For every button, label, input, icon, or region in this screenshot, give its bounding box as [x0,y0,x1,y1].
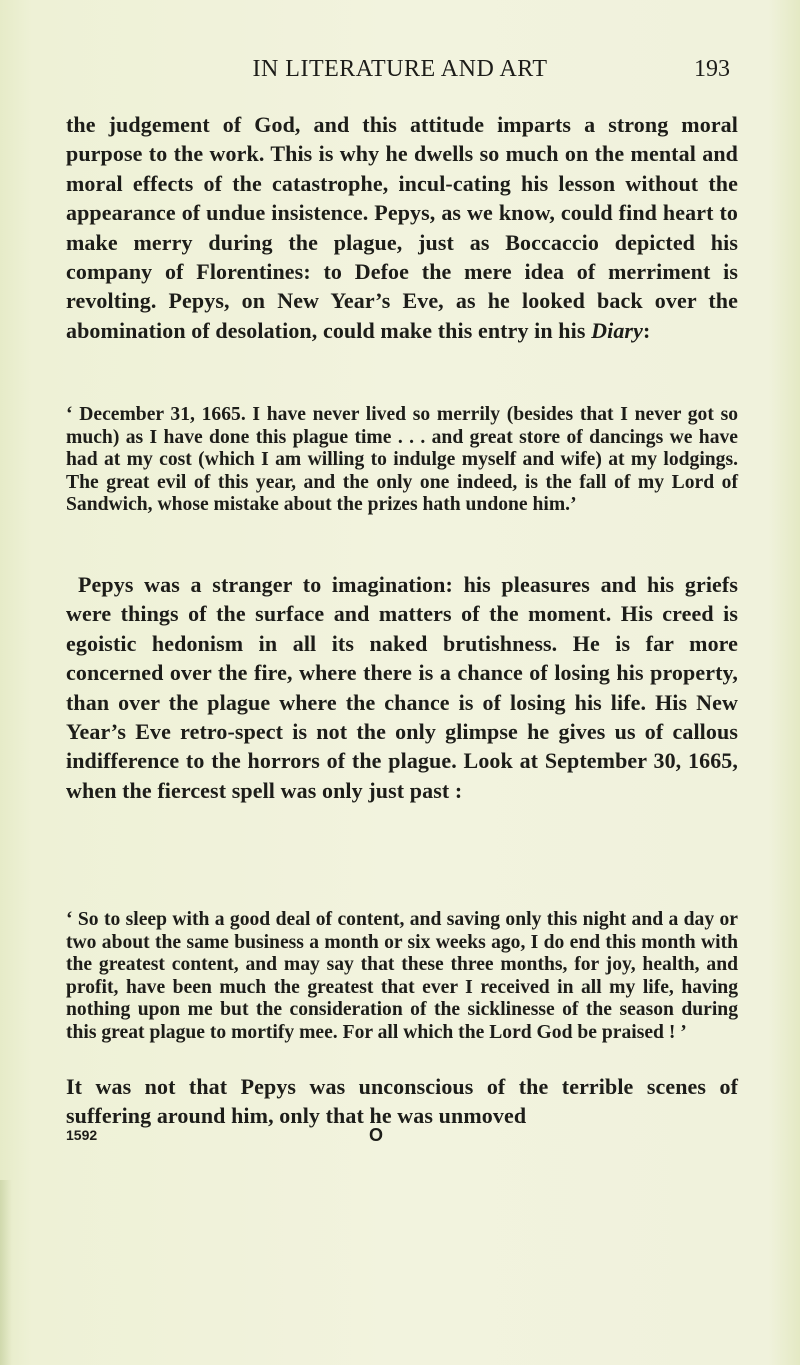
paragraph-1-end: : [642,317,651,343]
quote-september-1665: ‘ So to sleep with a good deal of content, and saving only this night and a day or two about the same business a month or six weeks ago, I do end this month with the greatest content, and may say that these three months, for joy, health, and profit, have been much the greatest that ever I received in all my life, having nothing upon me but the consideration of the sicklinesse of the season during this great plague to mortify mee. For all which the Lord God be praised ! ’ [66,909,738,1043]
signature-number: 1592 [66,1127,98,1143]
paragraph-3: It was not that Pepys was unconscious of the terrible scenes of suffering around him, only that he was unmoved [66,1074,738,1129]
page-number: 193 [694,56,730,82]
running-title: IN LITERATURE AND ART [252,56,548,82]
quote-december-1665: ‘ December 31, 1665. I have never lived so merrily (besides that I never got so much) as I have done this plague time . . . and great store of dancings we have had at my cost (which I am willing to indulge myself and wife) at my lodgings. The great evil of this year, and the only one indeed, is the fall of my Lord of Sandwich, whose mistake about the prizes hath undone him.’ [66,404,738,516]
paragraph-3-block [66,1072,738,1131]
page-edge-shadow [0,1180,12,1365]
diary-italic: Diary [591,317,643,343]
paragraph-1-block [66,110,738,345]
signature-letter: O [369,1125,384,1145]
paragraph-2: Pepys was a stranger to imagination: his pleasures and his griefs were things of the surface and matters of the moment. His creed is egoistic hedonism in all its naked brutishness. He is far more concerned over the fire, where there is a chance of losing his property, than over the plague where the chance is of losing his life. His New Year’s Eve retro-spect is not the only glimpse he gives us of callous indifference to the horrors of the plague. Look at September 30, 1665, when the fiercest spell was only just past : [66,572,738,803]
quote-2-block [66,909,738,1045]
paragraph-2-block [66,570,738,805]
quote-1-block [66,404,738,517]
paragraph-1 [66,110,738,345]
paragraph-1-text: the judgement of God, and this attitude imparts a strong moral purpose to the work. This is why he dwells so much on the mental and moral effects of the catastrophe, incul-cating his lesson without the appearance of undue insistence. Pepys, as we know, could find heart to make merry during the plague, just as Boccaccio depicted his company of Florentines: to Defoe the mere idea of merriment is revolting. Pepys, on New Year’s Eve, as he looked back over the abomination of desolation, could make this entry in his [66,112,738,343]
page-header [0,56,800,90]
